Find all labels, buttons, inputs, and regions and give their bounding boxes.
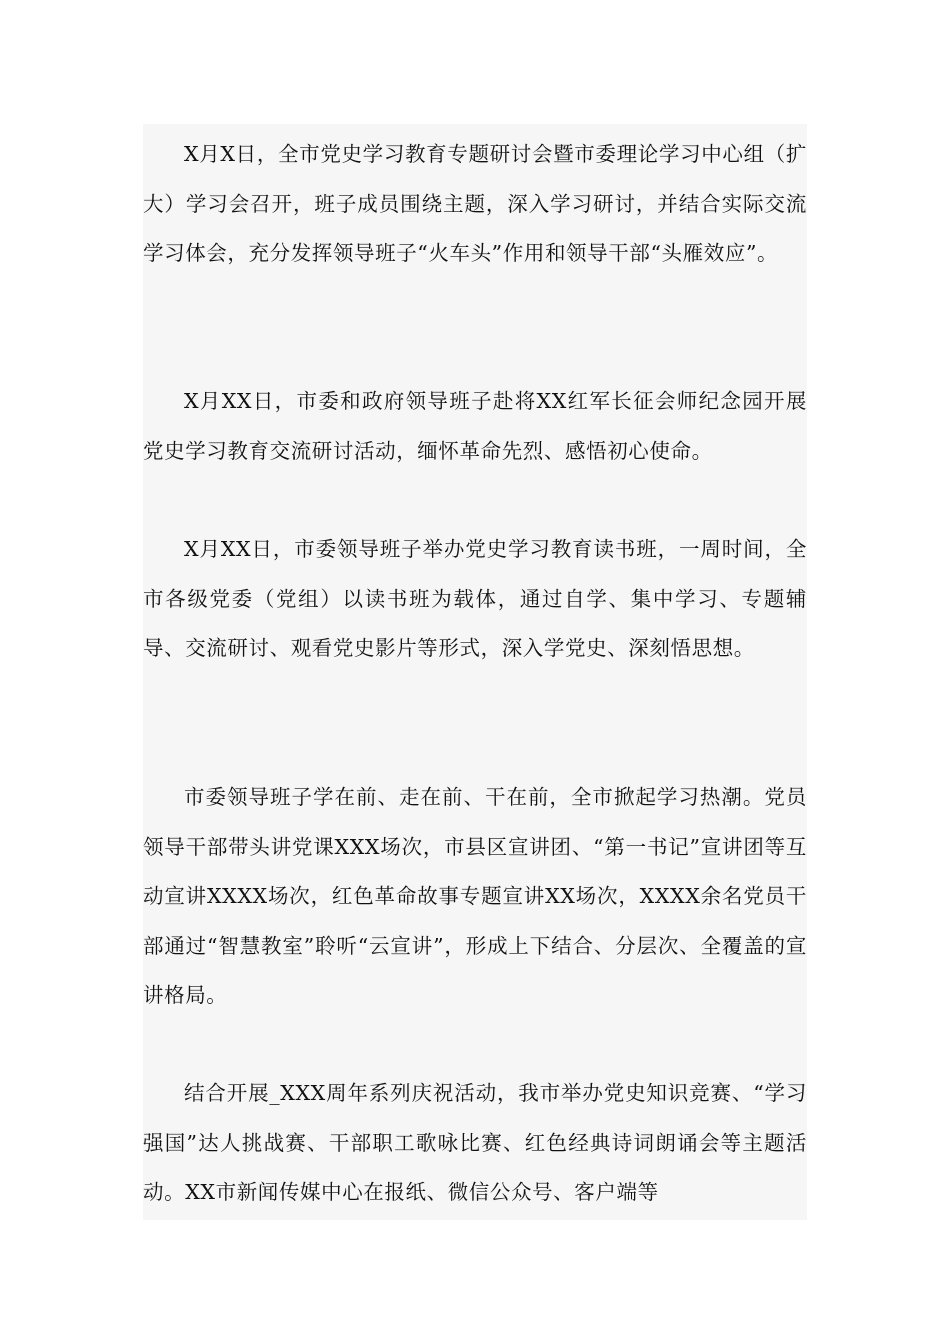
document-body xyxy=(143,124,807,1220)
paragraph-1: X月X日，全市党史学习教育专题研讨会暨市委理论学习中心组（扩大）学习会召开，班子成员围绕主题，深入学习研讨，并结合实际交流学习体会，充分发挥领导班子“火车头”作用和领导干部“头雁效应”。 xyxy=(143,142,807,266)
paragraph-3: X月XX日，市委领导班子举办党史学习教育读书班，一周时间，全市各级党委（党组）以读书班为载体，通过自学、集中学习、专题辅导、交流研讨、观看党史影片等形式，深入学党史、深刻悟思想。 xyxy=(143,537,807,661)
paragraph-4: 市委领导班子学在前、走在前、干在前，全市掀起学习热潮。党员领导干部带头讲党课XXX场次，市县区宣讲团、“第一书记”宣讲团等互动宣讲XXXX场次，红色革命故事专题宣讲XX场次，XXXX余名党员干部通过“智慧教室”聆听“云宣讲”，形成上下结合、分层次、全覆盖的宣讲格局。 xyxy=(143,785,807,1008)
paragraph-2: X月XX日，市委和政府领导班子赴将XX红军长征会师纪念园开展党史学习教育交流研讨活动，缅怀革命先烈、感悟初心使命。 xyxy=(143,389,807,463)
paragraph-5: 结合开展_XXX周年系列庆祝活动，我市举办党史知识竞赛、“学习强国”达人挑战赛、干部职工歌咏比赛、红色经典诗词朗诵会等主题活动。XX市新闻传媒中心在报纸、微信公众号、客户端等 xyxy=(143,1081,807,1205)
